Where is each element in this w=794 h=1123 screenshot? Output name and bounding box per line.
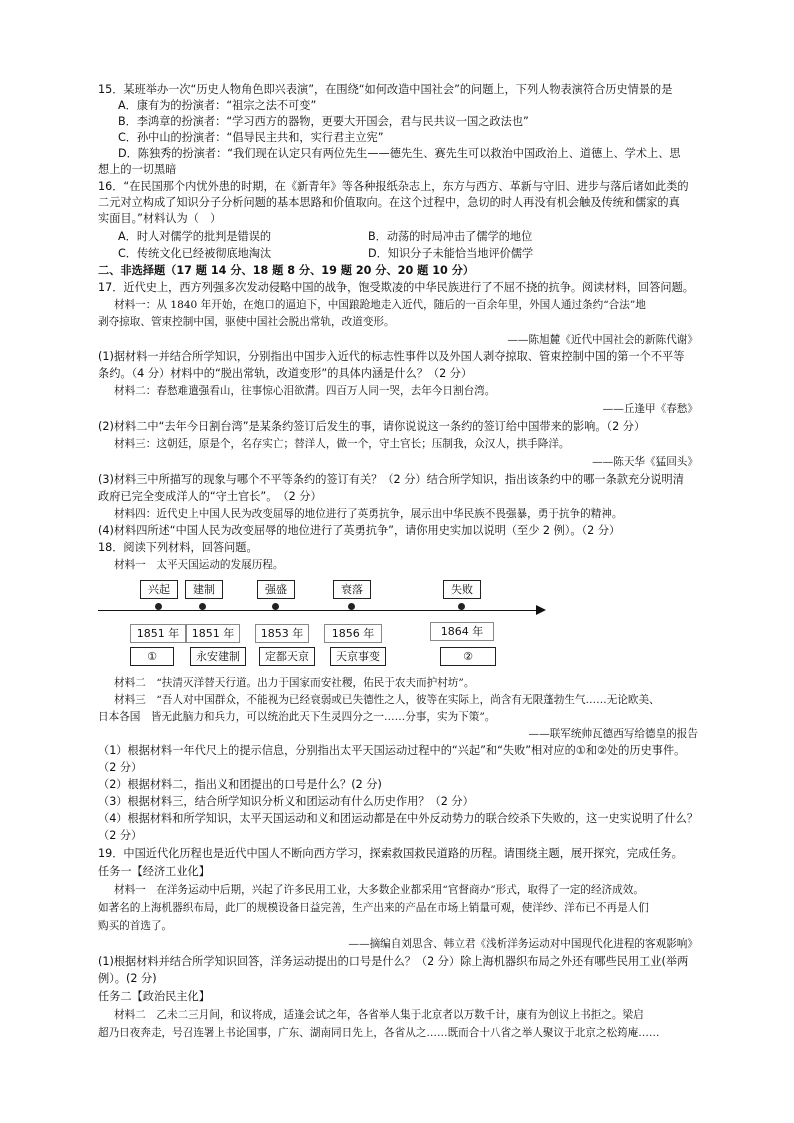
timeline-year: 1851 年 [186, 624, 240, 643]
q17-question-1-cont: 条约。（4 分）材料中的“脱出常轨，改道变形”的具体内涵是什么？（2 分） [98, 367, 473, 380]
q17-material-3: 材料三：这朝廷，原是个，名存实亡；替洋人，做一个，守土官长；压制我，众汉人，拱手降洋。 [114, 438, 570, 450]
timeline-stage: 兴起 [140, 580, 178, 599]
q18-question-4-cont: （2 分） [98, 829, 143, 842]
q15-option-d: D．陈独秀的扮演者：“我们现在认定只有两位先生——德先生、赛先生可以救治中国政治上、道德上、学术上、思 [118, 147, 681, 160]
q18-question-2: （2）根据材料二，指出义和团提出的口号是什么？(2 分) [98, 778, 382, 791]
q17-material-3-source: ——陈天华《猛回头》 [592, 456, 698, 468]
timeline-year: 1853 年 [255, 624, 309, 643]
timeline-dot [272, 603, 279, 610]
timeline-stage: 失败 [443, 580, 481, 599]
q15-option-d-cont: 想上的一切黑暗 [98, 163, 177, 176]
q19-material-1-cont-2: 购买的首选了。 [98, 920, 173, 932]
q17-question-3-cont: 政府已完全变成洋人的“守土官长”。 （2 分） [98, 490, 322, 503]
q15-option-c: C．孙中山的扮演者：“倡导民主共和，实行君主立宪” [118, 131, 384, 144]
timeline-dot [458, 603, 465, 610]
q18-material-1: 材料一 太平天国运动的发展历程。 [114, 559, 284, 571]
q17-material-2: 材料二：春愁难遣强看山，往事惊心泪欲潸。四百万人同一哭，去年今日割台湾。 [114, 385, 496, 397]
q19-question-1-cont: 例）。(2 分) [98, 972, 157, 985]
timeline-event: 永安建制 [190, 647, 246, 666]
timeline-arrow-icon [536, 605, 546, 615]
timeline-stage: 强盛 [257, 580, 295, 599]
q15-option-b: B．李鸿章的扮演者：“学习西方的器物，更要大开国会，君与民共议一国之政法也” [118, 115, 529, 128]
timeline-event: ① [130, 647, 174, 666]
q19-question-1: (1)根据材料并结合所学知识回答，洋务运动提出的口号是什么？（2 分）除上海机器织布局之外还有哪些民用工业(举两 [98, 955, 689, 968]
q16-stem-2: 二元对立构成了知识分子分析问题的基本思路和价值取向。在这个过程中，急切的时人再没有机会触及传统和儒家的真 [98, 196, 680, 209]
q19-material-1-cont-1: 如著名的上海机器织布局，此厂的规模设备日益完善，生产出来的产品在市场上销量可观，使洋纱、洋布已不再是人们 [98, 902, 649, 914]
q18-material-3: 材料三 “吾人对中国群众，不能视为已经衰弱或已失德性之人，彼等在实际上，尚含有无限蓬勃生气……无论欧美、 [114, 694, 660, 706]
q18-material-3-source: ——联军统帅瓦德西写给德皇的报告 [528, 728, 698, 740]
timeline-stage: 建制 [185, 580, 223, 599]
timeline-dot [155, 603, 162, 610]
q19-material-2-cont: 超乃日夜奔走，号召连署上书论国事，广东、湖南同日先上，各省从之……既而合十八省之举人聚议于北京之松筠庵…… [98, 1027, 660, 1039]
q17-material-1-cont: 剥夺掠取、管束控制中国，驱使中国社会脱出常轨，改道变形。 [98, 316, 395, 328]
q16-option-a: A．时人对儒学的批判是错误的 [118, 230, 272, 243]
q17-question-2: (2)材料二中“去年今日割台湾”是某条约签订后发生的事，请你说说这一条约的签订给中国带来的影响。（2 分） [98, 420, 646, 433]
q16-option-b: B．动荡的时局冲击了儒学的地位 [368, 230, 533, 243]
q19-material-1-source: ——摘编自刘思含、韩立君《浅析洋务运动对中国现代化进程的客观影响》 [348, 938, 698, 950]
q16-stem-1: 16．“在民国那个内忧外患的时期，在《新青年》等各种报纸杂志上，东方与西方、革新与守旧、进步与落后诸如此类的 [98, 180, 689, 193]
section-2-heading: 二、非选择题（17 题 14 分、18 题 8 分、19 题 20 分、20 题 10 分） [98, 264, 475, 277]
q17-question-1: (1)据材料一并结合所学知识，分别指出中国步入近代的标志性事件以及外国人剥夺掠取、管束控制中国的第一个不平等 [98, 350, 685, 363]
q18-material-2: 材料二 “扶清灭洋替天行道。出力于国家而安社稷，佑民于农夫而护村坊”。 [114, 677, 475, 689]
q19-task-1: 任务一【经济工业化】 [98, 865, 210, 878]
timeline-year: 1864 年 [430, 622, 494, 641]
q18-material-3-cont: 日本各国 皆无此脑力和兵力，可以统治此天下生灵四分之一……分事，实为下策”。 [98, 711, 496, 723]
q17-question-4: (4)材料四所述“中国人民为改变屈辱的地位进行了英勇抗争”，请你用史实加以说明（至少 2 例）。（2 分） [98, 524, 621, 537]
q15-option-a: A．康有为的扮演者：“祖宗之法不可变” [118, 99, 317, 112]
q19-material-1: 材料一 在洋务运动中后期，兴起了许多民用工业，大多数企业都采用“官督商办”形式，取得了一定的经济成效。 [114, 884, 644, 896]
q18-question-4: （4）根据材料和所学知识，太平天国运动和义和团运动都是在中外反动势力的联合绞杀下失败的，这一史实说明了什么？ [98, 812, 699, 825]
timeline-axis [98, 610, 538, 611]
timeline-stage: 衰落 [333, 580, 371, 599]
q18-intro: 18．阅读下列材料，回答问题。 [98, 541, 258, 554]
timeline-event: 天京事变 [330, 647, 386, 666]
q16-option-d: D．知识分子未能恰当地评价儒学 [368, 247, 534, 260]
q15-stem: 15．某班举办一次“历史人物角色即兴表演”，在围绕“如何改造中国社会”的问题上，下列人物表演符合历史情景的是 [98, 83, 673, 96]
q16-stem-3: 实面目。”材料认为（ ） [98, 212, 222, 225]
q17-question-3: (3)材料三中所描写的现象与哪个不平等条约的签订有关？（2 分）结合所学知识，指出该条约中的哪一条款充分说明清 [98, 473, 684, 486]
q17-material-2-source: ——丘逢甲《春愁》 [602, 403, 698, 415]
q19-intro: 19．中国近代化历程也是近代中国人不断向西方学习，探索救国救民道路的历程。请围绕主题，展开探究，完成任务。 [98, 847, 683, 860]
q17-intro: 17．近代史上，西方列强多次发动侵略中国的战争，饱受欺凌的中华民族进行了不屈不挠的抗争。阅读材料，回答问题。 [98, 281, 694, 294]
q17-material-1-source: ——陈旭麓《近代中国社会的新陈代谢》 [507, 334, 698, 346]
timeline-dot [348, 603, 355, 610]
q18-question-1-cont: （2 分） [98, 761, 143, 774]
q19-material-2: 材料二 乙未二三月间，和议将成，适逢会试之年，各省举人集于北京者以万数千计，康有为创议上书拒之。梁启 [114, 1009, 644, 1021]
q18-question-3: （3）根据材料三，结合所学知识分析义和团运动有什么历史作用？（2 分） [98, 795, 474, 808]
timeline-event: ② [440, 647, 496, 666]
q17-material-1: 材料一：从 1840 年开始，在炮口的逼迫下，中国踉跄地走入近代，随后的一百余年里，外国人通过条约“合法”地 [114, 299, 646, 311]
q17-material-4: 材料四：近代史上中国人民为改变屈辱的地位进行了英勇抗争，展示出中华民族不畏强暴，勇于抗争的精神。 [114, 508, 623, 520]
timeline-event: 定都天京 [259, 647, 315, 666]
q18-question-1: （1）根据材料一年代尺上的提示信息，分别指出太平天国运动过程中的“兴起”和“失败”相对应的①和②处的历史事件。 [98, 744, 686, 757]
timeline-dot [199, 603, 206, 610]
q19-task-2: 任务二【政治民主化】 [98, 990, 210, 1003]
timeline-year: 1851 年 [130, 624, 186, 643]
q16-option-c: C．传统文化已经被彻底地淘汰 [118, 247, 272, 260]
timeline-year: 1856 年 [324, 624, 382, 643]
